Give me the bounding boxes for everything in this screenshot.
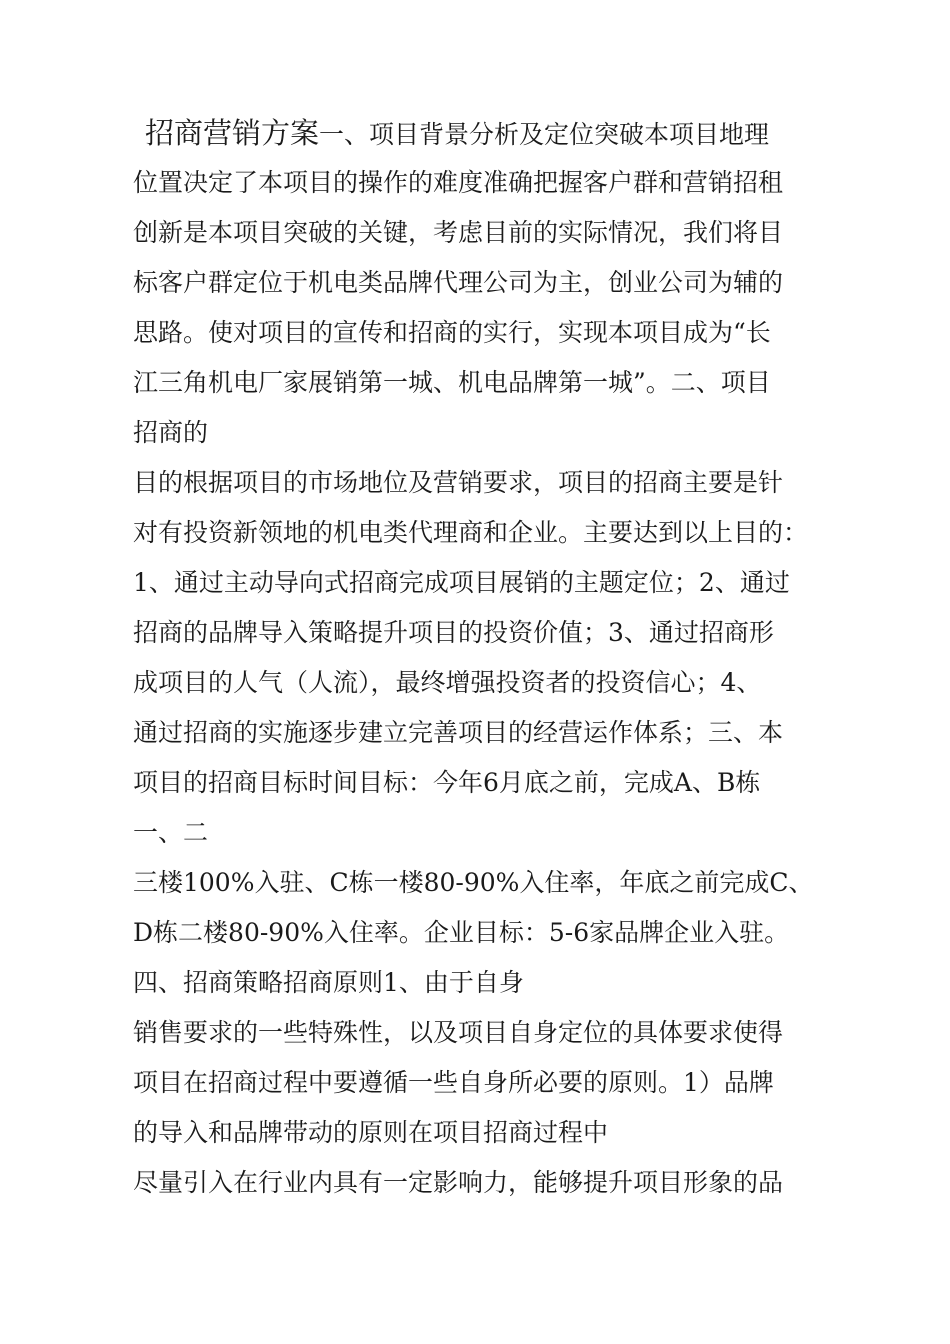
text-line-22: 尽量引入在行业内具有一定影响力，能够提升项目形象的品 [133, 1168, 784, 1197]
text-line-2: 位置决定了本项目的操作的难度准确把握客户群和营销招租 [133, 168, 784, 197]
text-line-15: 一、二 [133, 818, 209, 847]
text-line-8: 目的根据项目的市场地位及营销要求，项目的招商主要是针 [133, 468, 784, 497]
text-line-7: 招商的 [133, 418, 209, 447]
text-line-12: 成项目的人气（人流），最终增强投资者的投资信心；4、 [133, 668, 762, 697]
text-line-10: 1、通过主动导向式招商完成项目展销的主题定位；2、通过 [133, 568, 790, 597]
text-line-14: 项目的招商目标时间目标：今年6月底之前，完成A、B栋 [133, 768, 761, 797]
document-body [133, 108, 843, 1208]
text-line-13: 通过招商的实施逐步建立完善项目的经营运作体系；三、本 [133, 718, 784, 747]
text-line-20: 项目在招商过程中要遵循一些自身所必要的原则。1）品牌 [133, 1068, 774, 1097]
text-line-17: D栋二楼80-90%入住率。企业目标：5-6家品牌企业入驻。 [133, 918, 790, 947]
text-line-1-body: 一、项目背景分析及定位突破本项目地理 [319, 120, 770, 149]
text-line-16: 三楼100%入驻、C栋一楼80-90%入住率，年底之前完成C、 [133, 868, 814, 897]
text-line-9: 对有投资新领地的机电类代理商和企业。主要达到以上目的： [133, 518, 809, 547]
document-title: 招商营销方案 [145, 116, 320, 150]
text-line-4: 标客户群定位于机电类品牌代理公司为主，创业公司为辅的 [133, 268, 784, 297]
text-line-6: 江三角机电厂家展销第一城、机电品牌第一城”。二、项目 [133, 368, 771, 397]
text-line-3: 创新是本项目突破的关键，考虑目前的实际情况，我们将目 [133, 218, 784, 247]
text-line-1 [133, 108, 843, 158]
text-line-19: 销售要求的一些特殊性，以及项目自身定位的具体要求使得 [133, 1018, 784, 1047]
text-line-18: 四、招商策略招商原则1、由于自身 [133, 968, 524, 997]
text-line-5: 思路。使对项目的宣传和招商的实行，实现本项目成为“长 [133, 318, 771, 347]
text-line-21: 的导入和品牌带动的原则在项目招商过程中 [133, 1118, 609, 1147]
text-line-11: 招商的品牌导入策略提升项目的投资价值；3、通过招商形 [133, 618, 774, 647]
